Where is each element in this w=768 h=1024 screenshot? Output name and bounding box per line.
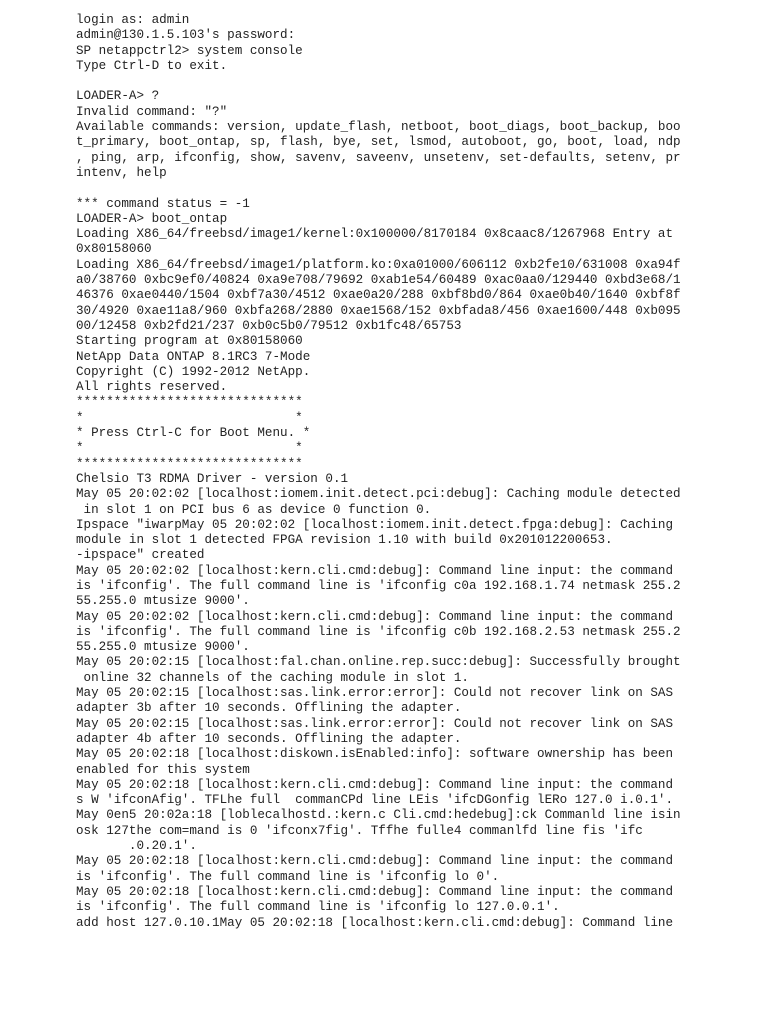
console-line: Loading X86_64/freebsd/image1/platform.ko:0xa01000/606112 0xb2fe10/631008 0xa94f (76, 257, 681, 272)
console-line: Invalid command: "?" (76, 104, 228, 119)
console-line: Available commands: version, update_flash, netboot, boot_diags, boot_backup, boo (76, 120, 681, 135)
console-line: is 'ifconfig'. The full command line is 'ifconfig c0b 192.168.2.53 netmask 255.2 (76, 624, 681, 639)
console-line (76, 181, 696, 196)
console-line: 0x80158060 (76, 242, 152, 257)
console-line: .0.20.1'. (76, 839, 197, 854)
console-line: May 05 20:02:18 [localhost:kern.cli.cmd:debug]: Command line input: the command (76, 777, 674, 792)
console-line: May 05 20:02:02 [localhost:kern.cli.cmd:debug]: Command line input: the command (76, 563, 674, 578)
console-line (76, 74, 696, 89)
console-line: intenv, help (76, 165, 167, 180)
console-line: May 05 20:02:02 [localhost:iomem.init.detect.pci:debug]: Caching module detected (76, 487, 681, 502)
console-line: a0/38760 0xbc9ef0/40824 0xa9e708/79692 0xab1e54/60489 0xac0aa0/129440 0xbd3e68/1 (76, 273, 681, 288)
console-line: May 05 20:02:18 [localhost:diskown.isEnabled:info]: software ownership has been (76, 747, 674, 762)
console-line: May 05 20:02:18 [localhost:kern.cli.cmd:debug]: Command line input: the command (76, 854, 674, 869)
console-line: Ipspace "iwarpMay 05 20:02:02 [localhost:iomem.init.detect.fpga:debug]: Caching (76, 517, 674, 532)
console-line: May 05 20:02:15 [localhost:sas.link.error:error]: Could not recover link on SAS (76, 716, 674, 731)
console-line: May 05 20:02:15 [localhost:fal.chan.online.rep.succ:debug]: Successfully brought (76, 655, 681, 670)
console-line: login as: admin (76, 13, 190, 27)
console-line: LOADER-A> ? (76, 89, 160, 104)
console-output (76, 13, 696, 931)
console-line: May 05 20:02:15 [localhost:sas.link.error:error]: Could not recover link on SAS (76, 686, 674, 701)
console-line: t_primary, boot_ontap, sp, flash, bye, set, lsmod, autoboot, go, boot, load, ndp (76, 135, 681, 150)
console-line: SP netappctrl2> system console (76, 43, 303, 58)
console-line: is 'ifconfig'. The full command line is 'ifconfig c0a 192.168.1.74 netmask 255.2 (76, 578, 681, 593)
console-line: 30/4920 0xae11a8/960 0xbfa268/2880 0xae1568/152 0xbfada8/456 0xae1600/448 0xb095 (76, 303, 681, 318)
console-line: module in slot 1 detected FPGA revision 1.10 with build 0x201012200653. (76, 533, 613, 548)
console-line: enabled for this system (76, 762, 250, 777)
console-line: is 'ifconfig'. The full command line is 'ifconfig lo 127.0.0.1'. (76, 900, 560, 915)
console-line: adapter 4b after 10 seconds. Offlining the adapter. (76, 731, 462, 746)
console-line: Copyright (C) 1992-2012 NetApp. (76, 364, 311, 379)
console-line: s W 'ifconAfig'. TFLhe full commanCPd line LEis 'ifcDGonfig lERo 127.0 i.0.1'. (76, 793, 674, 808)
console-line: Starting program at 0x80158060 (76, 334, 303, 349)
console-line: Type Ctrl-D to exit. (76, 58, 228, 73)
console-line: *** command status = -1 (76, 196, 250, 211)
console-line: admin@130.1.5.103's password: (76, 28, 296, 43)
console-line: Loading X86_64/freebsd/image1/kernel:0x100000/8170184 0x8caac8/1267968 Entry at (76, 227, 674, 242)
console-line: NetApp Data ONTAP 8.1RC3 7-Mode (76, 349, 311, 364)
console-line: LOADER-A> boot_ontap (76, 211, 228, 226)
console-line: 46376 0xae0440/1504 0xbf7a30/4512 0xae0a20/288 0xbf8bd0/864 0xae0b40/1640 0xbf8f (76, 288, 681, 303)
console-line: All rights reserved. (76, 380, 228, 395)
console-line: 55.255.0 mtusize 9000'. (76, 640, 250, 655)
console-line: ****************************** (76, 395, 303, 410)
console-line: in slot 1 on PCI bus 6 as device 0 function 0. (76, 502, 432, 517)
console-line: * * (76, 441, 303, 456)
console-line: May 0en5 20:02a:18 [loblecalhostd.:kern.c Cli.cmd:hedebug]:ck Commanld line isin (76, 808, 681, 823)
console-line: 55.255.0 mtusize 9000'. (76, 594, 250, 609)
console-line: -ipspace" created (76, 548, 205, 563)
console-line: ****************************** (76, 456, 303, 471)
console-line: is 'ifconfig'. The full command line is 'ifconfig lo 0'. (76, 869, 500, 884)
console-line: , ping, arp, ifconfig, show, savenv, saveenv, unsetenv, set-defaults, setenv, pr (76, 150, 681, 165)
console-line: Chelsio T3 RDMA Driver - version 0.1 (76, 471, 349, 486)
console-line: osk 127the com=mand is 0 'ifconx7fig'. Tffhe fulle4 commanlfd line fis 'ifc (76, 823, 643, 838)
console-line: * * (76, 410, 303, 425)
console-line: * Press Ctrl-C for Boot Menu. * (76, 426, 311, 441)
console-line: 00/12458 0xb2fd21/237 0xb0c5b0/79512 0xb1fc48/65753 (76, 318, 462, 333)
console-line: add host 127.0.10.1May 05 20:02:18 [localhost:kern.cli.cmd:debug]: Command line (76, 915, 674, 930)
console-line: adapter 3b after 10 seconds. Offlining the adapter. (76, 701, 462, 716)
console-line: May 05 20:02:18 [localhost:kern.cli.cmd:debug]: Command line input: the command (76, 884, 674, 899)
console-line: online 32 channels of the caching module in slot 1. (76, 670, 469, 685)
console-line: May 05 20:02:02 [localhost:kern.cli.cmd:debug]: Command line input: the command (76, 609, 674, 624)
